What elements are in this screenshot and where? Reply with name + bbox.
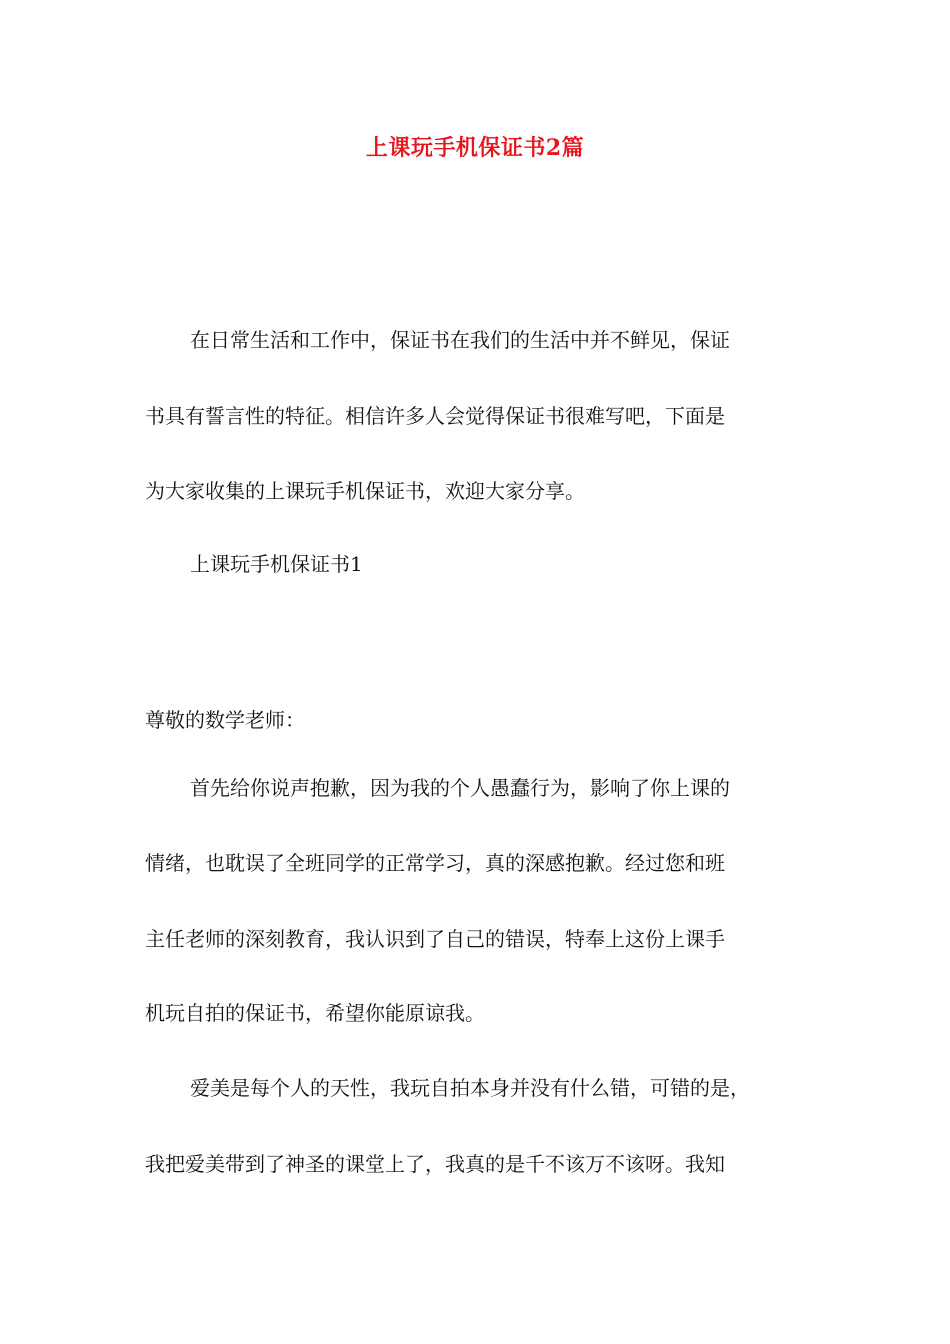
intro-line-2: 书具有誓言性的特征。相信许多人会觉得保证书很难写吧，下面是	[145, 404, 725, 428]
salutation: 尊敬的数学老师：	[145, 708, 305, 732]
paragraph-2-line-2: 我把爱美带到了神圣的课堂上了，我真的是千不该万不该呀。我知	[145, 1152, 725, 1176]
intro-line-1: 在日常生活和工作中，保证书在我们的生活中并不鲜见，保证	[190, 328, 730, 352]
paragraph-1-line-3: 主任老师的深刻教育，我认识到了自己的错误，特奉上这份上课手	[145, 927, 725, 951]
paragraph-1-line-2: 情绪，也耽误了全班同学的正常学习，真的深感抱歉。经过您和班	[145, 851, 725, 875]
section-heading-1: 上课玩手机保证书1	[190, 552, 363, 576]
paragraph-2-line-1: 爱美是每个人的天性，我玩自拍本身并没有什么错，可错的是，	[190, 1076, 750, 1100]
paragraph-1-line-4: 机玩自拍的保证书，希望你能原谅我。	[145, 1001, 485, 1025]
document-title: 上课玩手机保证书2篇	[365, 135, 585, 161]
paragraph-1-line-1: 首先给你说声抱歉，因为我的个人愚蠢行为，影响了你上课的	[190, 776, 730, 800]
intro-line-3: 为大家收集的上课玩手机保证书，欢迎大家分享。	[145, 479, 585, 503]
